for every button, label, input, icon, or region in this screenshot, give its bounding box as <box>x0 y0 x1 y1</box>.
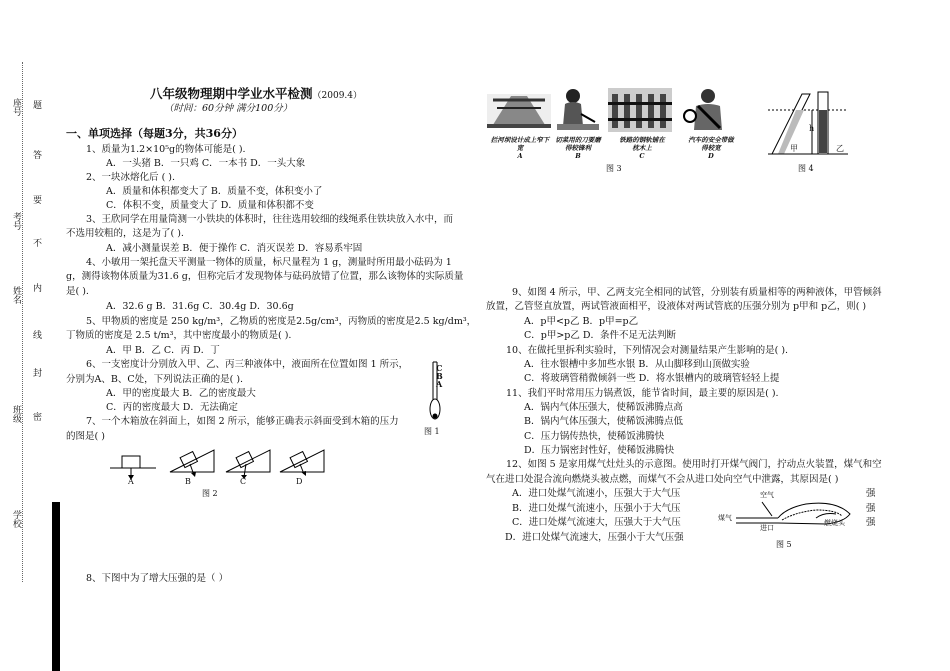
q11-stem: 11、我们平时常用压力锅煮饭，能节省时间，最主要的原因是( ). <box>506 388 779 399</box>
binder-label-xian: 线 <box>31 330 41 339</box>
figure-2-caption: 图 2 <box>202 489 218 498</box>
figure-4-yi: 乙 <box>836 144 844 153</box>
q5-stem-2: 丁物质的密度是 2.5 t/m³，其中密度最小的物质是( ). <box>66 330 292 341</box>
figure-2-label-a: A <box>128 477 134 486</box>
q11-option-c: C．压力锅传热快，使稀饭沸腾快 <box>524 431 665 442</box>
q10-stem: 10、在做托里拆利实验时，下列情况会对测量结果产生影响的是( ). <box>506 345 789 356</box>
q9-stem-2: 放置，乙管竖直放置，两试管液面相平，设液体对两试管底的压强分别为 p甲和 p乙，则( ) <box>486 301 867 312</box>
q6-stem-1: 6、一支密度计分别放入甲、乙、丙三种液体中，液面所在位置如图 1 所示， <box>86 359 409 370</box>
q2-options-ab: A．质量和体积都变大了 B．质量不变，体积变小了 <box>106 186 323 197</box>
figure-2-label-c: C <box>240 477 247 486</box>
binder-label-exam-no: 考号 <box>11 212 21 230</box>
figure-5-gas: 煤气 <box>718 514 732 522</box>
figure-3-caption: 图 3 <box>606 164 622 173</box>
page-title: 八年级物理期中学业水平检测（2009.4） <box>150 86 363 101</box>
q5-options: A．甲 B．乙 C．丙 D．丁 <box>106 345 220 356</box>
section-heading: 一、单项选择（每题3分，共36分） <box>66 127 243 140</box>
figure-3c-rail <box>608 88 672 132</box>
q8-stem: 8、下图中为了增大压强的是（ ） <box>86 573 229 584</box>
q12-option-b: B．进口处煤气流速小，压强小于大气压 <box>512 503 681 514</box>
figure-5-burner-label: 燃烧头 <box>824 519 845 527</box>
figure-3a-text: 拦河坝设计成上窄下宽 A <box>490 136 550 160</box>
figure-5-air: 空气 <box>760 491 774 499</box>
figure-4-caption: 图 4 <box>798 164 814 173</box>
q12-b-suffix: 强 <box>866 503 876 514</box>
q12-option-c: C．进口处煤气流速大，压强大于大气压 <box>512 517 681 528</box>
binder-label-da: 答 <box>31 150 41 159</box>
figure-3b-text: 切菜用的刀要磨得较锋利 B <box>555 136 601 160</box>
q2-stem: 2、一块冰熔化后 ( ). <box>86 172 176 183</box>
figure-1-caption: 图 1 <box>424 427 440 436</box>
q10-options-ab: A．往水银槽中多加些水银 B．从山脚移到山顶做实验 <box>524 359 750 370</box>
binder-label-feng: 封 <box>31 368 41 377</box>
q9-options-cd: C．p甲>p乙 D．条件不足无法判断 <box>524 330 677 341</box>
binder-label-nei: 内 <box>31 283 41 292</box>
q2-options-cd: C．体积不变，质量变大了 D．质量和体积都不变 <box>106 200 314 211</box>
q3-options: A．减小测量误差 B．便于操作 C．消灭误差 D．容易系牢固 <box>106 243 363 254</box>
binder-label-school: 学校 <box>11 510 21 528</box>
binder-label-bu: 不 <box>31 238 41 247</box>
binder-label-seat: 座号 <box>11 98 21 116</box>
q12-a-suffix: 强 <box>866 488 876 499</box>
q12-stem-2: 气在进口处混合流向燃烧头被点燃，而煤气不会从进口处向空气中泄露，其原因是( ) <box>486 474 839 485</box>
q6-options-ab: A．甲的密度最大 B．乙的密度最大 <box>106 388 256 399</box>
binder-label-mi: 密 <box>31 412 41 421</box>
q10-options-cd: C．将玻璃管稍微倾斜一些 D．将水银槽内的玻璃管轻轻上提 <box>524 373 780 384</box>
figure-3b-knife <box>555 86 601 134</box>
q12-option-d: D．进口处煤气流速大，压强小于大气压强 <box>505 532 684 543</box>
q4-stem-1: 4、小敏用一架托盘天平测量一物体的质量，标尺量程为 1 g，测量时所用最小砝码为 1 <box>86 257 452 268</box>
q4-stem-2: g，测得该物体质量为31.6 g，但称完后才发现物体与砝码放错了位置，那么该物体的实际质量 <box>66 271 464 282</box>
figure-1-marks: C B A <box>436 363 443 389</box>
q12-c-suffix: 强 <box>866 517 876 528</box>
q1-stem: 1、质量为1.2×10⁵g的物体可能是( ). <box>86 144 246 155</box>
binder-label-name: 姓名 <box>11 286 21 304</box>
q3-stem-2: 不选用较粗的，这是为了( ). <box>66 228 184 239</box>
figure-3c-text: 铁路的钢轨铺在枕木上 C <box>619 136 665 160</box>
q12-stem-1: 12、如图 5 是家用煤气灶灶头的示意图。使用时打开煤气阀门，拧动点火装置，煤气和空 <box>506 459 882 470</box>
figure-5-caption: 图 5 <box>776 540 792 549</box>
q11-option-b: B．锅内气体压强大，使稀饭沸腾点低 <box>524 416 683 427</box>
figure-4-h: h <box>809 124 815 133</box>
figure-3a-dam <box>487 88 551 132</box>
q6-stem-2: 分别为A、B、C处，下列说法正确的是( ). <box>66 374 244 385</box>
q12-option-a: A．进口处煤气流速小，压强大于大气压 <box>512 488 681 499</box>
figure-2-label-d: D <box>296 477 303 486</box>
figure-3d-seatbelt <box>682 86 734 134</box>
figure-3d-text: 汽车的安全带做得较宽 D <box>688 136 734 160</box>
q11-option-d: D．压力锅密封性好，使稀饭沸腾快 <box>524 445 675 456</box>
q4-options: A．32.6 g B．31.6g C．30.4g D．30.6g <box>106 301 294 312</box>
figure-4-jia: 甲 <box>790 144 798 153</box>
binder-label-class: 班级 <box>11 405 21 423</box>
q3-stem-1: 3、王欣同学在用量筒测一小铁块的体积时，往往选用较细的线绳系住铁块放入水中，而 <box>86 214 454 225</box>
q1-options: A．一头猪 B．一只鸡 C．一本书 D．一头大象 <box>106 158 306 169</box>
q7-stem-2: 的图是( ) <box>66 431 105 442</box>
q4-stem-3: 是( ). <box>66 286 89 297</box>
q5-stem-1: 5、甲物质的密度是 250 kg/m³，乙物质的密度是2.5g/cm³，丙物质的密度是2.5 kg/dm³， <box>86 316 477 327</box>
figure-2-boxes <box>108 444 328 486</box>
figure-5-burner <box>716 488 866 536</box>
binder-label-ti: 题 <box>31 100 41 109</box>
q11-option-a: A．锅内气体压强大，使稀饭沸腾点高 <box>524 402 683 413</box>
q9-stem-1: 9、如图 4 所示，甲、乙两支完全相同的试管，分别装有质量相等的两种液体，甲管倾斜 <box>512 287 882 298</box>
black-margin-bar <box>52 502 60 671</box>
q6-options-cd: C．丙的密度最大 D．无法确定 <box>106 402 238 413</box>
figure-5-inlet: 进口 <box>760 524 774 532</box>
binder-label-yao: 要 <box>31 195 41 204</box>
page-subtitle: （时间：60分钟 满分100分） <box>164 103 293 114</box>
figure-2-label-b: B <box>185 477 191 486</box>
q9-options-ab: A．p甲<p乙 B．p甲=p乙 <box>524 316 639 327</box>
binding-line <box>22 62 23 582</box>
q7-stem-1: 7、一个木箱放在斜面上，如图 2 所示，能够正确表示斜面受到木箱的压力 <box>86 416 399 427</box>
